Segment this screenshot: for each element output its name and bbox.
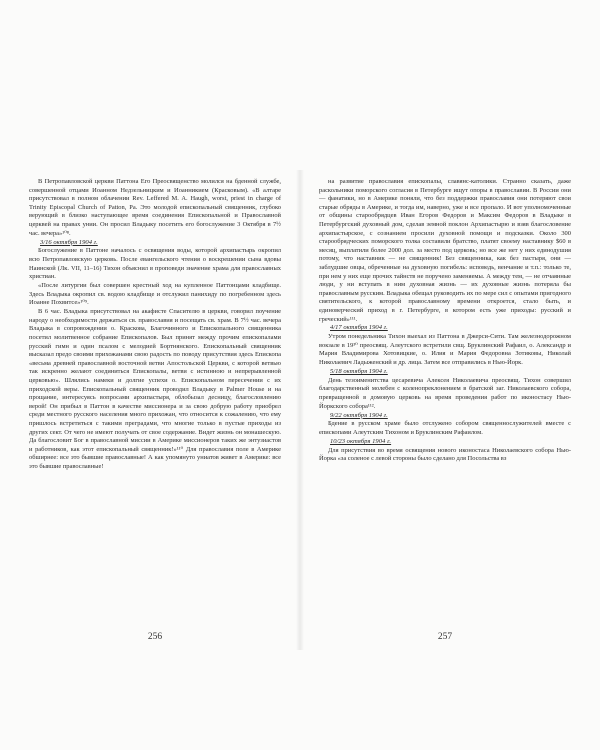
- right-page-number: 257: [437, 632, 453, 642]
- date-heading-row: [29, 239, 281, 248]
- date-heading-row: [319, 324, 571, 333]
- left-page-text: [29, 178, 281, 472]
- paragraph: Утром понедельника Тихон выехал из Паттона в Джерси-Сити. Там железнодорожном вокзале в 19³⁰ преосвящ. Алеутского встретили свщ. Бруклинский Рафаил, о. Александр и Мария Владимирова Хотовицкие, о. Илия и Мария Федоровна Зотиковы, Николай Николаевич Ладыженский и др. лица. Затем все отправились в Нью-Йорк.: [319, 333, 571, 367]
- left-page: [29, 178, 281, 642]
- paragraph: на развитие православия епископалы, славянс-католики. Странно сказать, даже раскольники поморского согласия в Петербурге ищут опоры в православии. В России они — фанатики, но в Америке поняли, что без поддержки православия они потеряют свои старые обряды в Америке, и тогда им, наверно, уже и все пропало. И вот уполномоченные от общины старообрядцев Иван Егоров Федоров и Максим Федоров в Владыке в Петербургский духовный дом, сделав земной поклон Архипастырю и взяв благословение архипастырское, с сознанием просили духовной помощи и подсказки. Около 300 старообрядческих поморского толка составили братство, платят своему наставнику $60 в месяц, выплатили более 2000 дол. за место под церковь; но все же нет у них единодушия потому, что наставник — не священник! Без священника, как без пастыря, они — заблудшие овцы, обреченные на духовную погибель: исповедь, венчание и т.п.: только те, при нем у них еще прочих тайнств не поручено заменяемы. А между тем, — не отчаянные люди, у ни вступать в ним духовная жизнь — их духовные жизнь потеряла бы православным русским. Владыка обещал руководить их по мере сил с опытами пригодного святительского, к которой православному времени откроется, стало быть, и единоверческий приход в г. Петербурге, в котором есть уже приходы: русский и греческий»¹¹¹.: [319, 178, 571, 323]
- paragraph: Богослужение в Паттоне началось с освящения воды, которой архипастырь окропил всю Петропавловскую церковь. После евангельского чтения о воскрешении сына вдовы Наинской (Лк. VII, 11–16) Тихон объяснил в проповеди значение храма для православных христиан.: [29, 247, 281, 281]
- left-page-number: 256: [147, 632, 163, 642]
- date-heading-row: [319, 368, 571, 377]
- paragraph: Бдение в русском храме было отслужено собором священнослужителей вместе с епископами Алеутским Тихоном и Бруклинским Рафаилом.: [319, 420, 571, 436]
- date-heading: 3/16 октября 1904 г.: [40, 238, 98, 246]
- date-heading: 4/17 октября 1904 г.: [330, 324, 388, 332]
- right-page: [319, 178, 571, 642]
- date-heading: 10/23 октября 1904 г.: [330, 437, 392, 445]
- paragraph: «После литургии был совершен крестный ход на купленное Паттонцами кладбище. Здесь Владыка окропил св. водою кладбище и отслужил панихиду по погребенном здесь Иоанне Похвитсе»¹⁰⁹.: [29, 282, 281, 307]
- paragraph: День тезоименитства цесаревича Алексея Николаевича преосвящ. Тихон совершил благодарственный молебен с коленопреклонением в братской заг. Николаевского собора, превращенной в домовую церковь на время проведения работ по иконостасу Нью-Йоркского собора¹¹².: [319, 376, 571, 410]
- paragraph: В Петропавловской церкви Паттона Его Преосвященство молился на бденной службе, совершенной отцами Иоанном Недзельницким и Иоанникием (Красковым). «В алтаре присутствовал в полном облачении Rev. Leffered M. A. Haugh, worst, priest in charge of Trinity Episcopal Church of Patton, Pa. Это молодой епископальный священник, глубоко верующий в близко наступающее время соединения Епископальной и Православной церквей на правах унии. Он просил Владыку посетить его богослужение 3 Октября в 7½ час. вечера»¹⁰⁸.: [29, 178, 281, 237]
- book-gutter: [296, 170, 304, 650]
- date-heading: 9/22 октября 1904 г.: [330, 411, 388, 419]
- paragraph: Для присутствия во время освящения нового иконостаса Николаевского собора Нью-Йорка «за соленое с левой стороны было сделано для Посольства вз: [319, 446, 571, 463]
- paragraph: В 6 час. Владыка присутствовал на акафисте Спасителю в церкви, говорил поучение народу о необходимости держаться св. православия и посещать св. храм. В 7½ час. вечера Владыка в сопровождении о. Краскова, Благочинного и Епископального священника посетил молитвенное собрание Епископалов. Был принят между прочим епископалами русский гимн и один псалом с мелодией Бортнянского. Епископальный священник высказал предо своими прихожанами свою радость по поводу присутствия здесь Епископа «весьма древней православной восточной ветви Апостольской Церкви, с которой ветвью так искренно желают соединиться Епископалы, ветви с истинною и непрерывленной церковью». Шлялись намеки и долгие успехи о. Епископальном пересечении с их приходской веры. Епископальный священник проводил Владыку в Palmer House и на прощание, интересуясь вопросами архипастыря, облобызал десницу, благословлению верой! Он прибыл в Паттон в качестве миссионера и за свою добрую работу приобрел среди местного русского населения много прихожан, что относится к сожалению, что ему пришлось встретиться с такими преградами, что многие только в пустые приходы из других сект. От чего не имеют получать от свое содержание. Видет жизнь он монашескую. Да благословит Бог в православной миссии в Америке миссионеров таких же энтузиастов и работников, как этот епископальный священник!»¹¹⁰ Для православия поле в Америке обширнее: все это бывшие православные! А как упомянуто униатов живет в Америке: все это бывшие православные!: [29, 308, 281, 470]
- date-heading-row: [319, 438, 571, 447]
- right-page-text: [319, 178, 571, 464]
- date-heading-row: [319, 412, 571, 421]
- date-heading: 5/18 октября 1904 г.: [330, 368, 388, 376]
